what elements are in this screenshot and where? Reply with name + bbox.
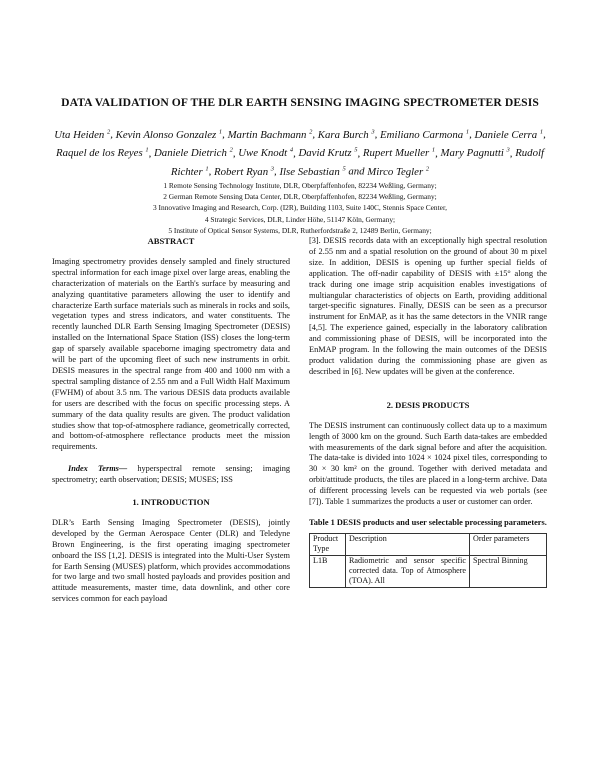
left-column (52, 236, 290, 605)
author (54, 129, 110, 141)
author-affiliation-number: 1 (465, 128, 470, 135)
author-name: Daniele Cerra (474, 128, 540, 141)
table-cell-type: L1B (310, 555, 346, 587)
author (367, 166, 429, 178)
author (318, 129, 375, 141)
author-name: Ilse Sebastian (279, 165, 343, 178)
affiliation-line: 2 German Remote Sensing Data Center, DLR, Oberpfaffenhofen, 82234 Weßling, Germany; (163, 192, 437, 202)
author (238, 147, 293, 159)
author (474, 129, 543, 141)
author-name: Rudolf Richter (170, 147, 544, 178)
products-text: The DESIS instrument can continuously collect data up to a maximum length of 3000 km on the ground. Such Earth data-takes are embedded with measurements of the dark signal before and after the acquisition. The data-take is divided into 1024 × 1024 pixel tiles, corresponding to 30 × 30 km² on the ground. Together with derived metadata and orbit/attitude products, the tiles are placed in a long-term archive. Data of different processing levels can be requested via web portals (see [7]). Table 1 summarizes the products a user or customer can order. (309, 420, 547, 507)
author (214, 166, 274, 178)
table-header-row (310, 533, 547, 555)
author-affiliation-number: 1 (431, 146, 436, 154)
author-name: Mary Pagnutti (440, 147, 507, 160)
right-column (309, 236, 547, 588)
author-affiliation-number: 5 (354, 146, 358, 154)
author-affiliation-number: 5 (342, 165, 346, 173)
affiliation-line: 4 Strategic Services, DLR, Linder Höhe, 51147 Köln, Germany; (204, 214, 396, 224)
author-name: Raquel de los Reyes (56, 147, 146, 160)
author-name: Uwe Knodt (238, 147, 290, 160)
author-affiliation-number: 3 (371, 128, 375, 135)
author (298, 147, 357, 159)
table-row (310, 555, 547, 587)
author-affiliation-number: 2 (309, 128, 313, 135)
author-affiliation-number: 1 (218, 128, 223, 135)
author (363, 147, 435, 159)
author (380, 129, 469, 141)
author (116, 129, 223, 141)
author-affiliation-number: 2 (229, 146, 233, 154)
author-name: Mirco Tegler (367, 165, 426, 178)
author-name: Kevin Alonso Gonzalez (115, 128, 219, 141)
index-terms (52, 464, 290, 486)
author-list: Uta Heiden $^2$, Kevin Alonso Gonzalez $^1$, Martin Bachmann $^2$, Kara Burch $^3$, Emiliano Carmona $^1$, Daniele Cerra $^1$, Raquel de los Reyes $^1$, Daniele Dietrich $^2$, Uwe Knodt $^4$, David Krutz $^5$, Rupert Mueller $^1$, Mary Pagnutti $^3$, Rudolf Richter $^1$, Robert Ryan $^3$, Ilse Sebastian $^5$ and Mirco Tegler $^2$ (54, 128, 546, 178)
table-header-cell: Description (346, 533, 470, 555)
abstract-heading: ABSTRACT (147, 236, 195, 246)
author-name: Emiliano Carmona (380, 128, 466, 141)
author-name: Martin Bachmann (227, 128, 310, 141)
author-name: Daniele Dietrich (154, 147, 230, 160)
author-affiliation-number: 1 (205, 165, 209, 173)
author-name: Kara Burch (317, 128, 372, 141)
table-caption: Table 1 DESIS products and user selectable processing parameters. (309, 517, 547, 527)
author (154, 147, 233, 159)
author-name: Rupert Mueller (362, 147, 432, 160)
products-table (309, 533, 547, 588)
author-affiliation-number: 3 (506, 146, 510, 154)
introduction-text: DLR’s Earth Sensing Imaging Spectrometer (DESIS), jointly developed by the German Aerospace Center (DLR) and Teledyne Brown Engineering, is the first operating imaging spectrometer onboard the ISS [1,2]. DESIS is integrated into the Multi-User System for Earth Sensing (MUSES) platform, which provides accommodations for two large and two small hosted payloads and provides position and attitude measurements, master time, data downlink, and other core services common for each payload (52, 517, 290, 604)
introduction-heading: 1. INTRODUCTION (132, 497, 210, 508)
paper-title: DATA VALIDATION OF THE DLR EARTH SENSING IMAGING SPECTROMETER DESIS (61, 96, 539, 109)
table-header-cell: Order parameters (470, 533, 547, 555)
products-heading: 2. DESIS PRODUCTS (386, 399, 470, 410)
table-cell-params: Spectral Binning (470, 555, 547, 587)
affiliation-list (90, 180, 510, 236)
index-terms-text: hyperspectral remote sensing; imaging spectrometry; earth observation; DESIS; MUSES; ISS (52, 464, 290, 485)
author-affiliation-number: 3 (270, 165, 275, 173)
author-affiliation-number: 1 (539, 128, 544, 135)
author (56, 147, 149, 159)
author-affiliation-number: 4 (289, 146, 294, 154)
author (279, 166, 345, 178)
affiliation-line: 5 Institute of Optical Sensor Systems, DLR, Rutherfordstraße 2, 12489 Berlin, Germany; (168, 225, 432, 235)
author (228, 129, 313, 141)
author-name: Robert Ryan (214, 165, 271, 178)
table-cell-description: Radiometric and sensor specific corrected data. Top of Atmosphere (TOA). All (346, 555, 470, 587)
abstract-text: Imaging spectrometry provides densely sampled and finely structured spectral information for each image pixel over large areas, enabling the characterization of materials on the Earth's surface by measuring and analyzing quantitative parameters allowing the user to identify and characterize Earth surface materials such as minerals in rocks and soils, vegetation types and stress indicators, and water constituents. The recently launched DLR Earth Sensing Imaging Spectrometer (DESIS) installed on the International Space Station (ISS) closes the long-term gap of sparsely available spaceborne imaging spectrometry data and will be part of the upcoming fleet of such new instruments in orbit. DESIS measures in the spectral range from 400 and 1000 nm with a spectral sampling distance of 2.55 nm and a Full Width Half Maximum (FWHM) of about 3.5 nm. The various DESIS data products available for users are described with the focus on specific processing steps. A summary of the data quality results are given. The product validation studies show that top-of-atmosphere radiance, geometrically corrected, and bottom-of-atmosphere reflectance products meet the mission requirements. (52, 256, 290, 452)
author-affiliation-number: 2 (106, 128, 111, 135)
author-name: David Krutz (298, 147, 355, 160)
introduction-continued-text: [3]. DESIS records data with an exceptionally high spectral resolution of 2.55 nm and a spatial resolution on the ground of about 30 m pixel size. In addition, DESIS is opening up further special fields of application. The off-nadir capability of DESIS with ±15° along the track during one image strip acquisition enables investigations of multiangular characteristics of objects on Earth, providing additional target-specific signatures. Finally, DESIS can be seen as a precursor instrument for EnMAP, as it has the same detectors in the VNIR range [4,5]. The experience gained, especially in the laboratory calibration and commissioning phase of DESIS, will be incorporated into the EnMAP program. In the following the main outcomes of the DESIS product validation during the commissioning phase are given as described in [6]. New updates will be given at the conference. (309, 236, 547, 376)
affiliation-line: 1 Remote Sensing Technology Institute, DLR, Oberpfaffenhofen, 82234 Weßling, Germany; (163, 181, 437, 190)
affiliation-line: 3 Innovative Imaging and Research, Corp. (I2R), Building 1103, Suite 140C, Stennis Space Center, (153, 203, 447, 213)
author-affiliation-number: 2 (425, 165, 430, 173)
index-terms-label: Index Terms— (68, 464, 128, 474)
table-header-cell: Product Type (310, 533, 346, 555)
author-affiliation-number: 1 (145, 146, 149, 154)
author (441, 147, 510, 159)
author-name: Uta Heiden (54, 128, 107, 141)
